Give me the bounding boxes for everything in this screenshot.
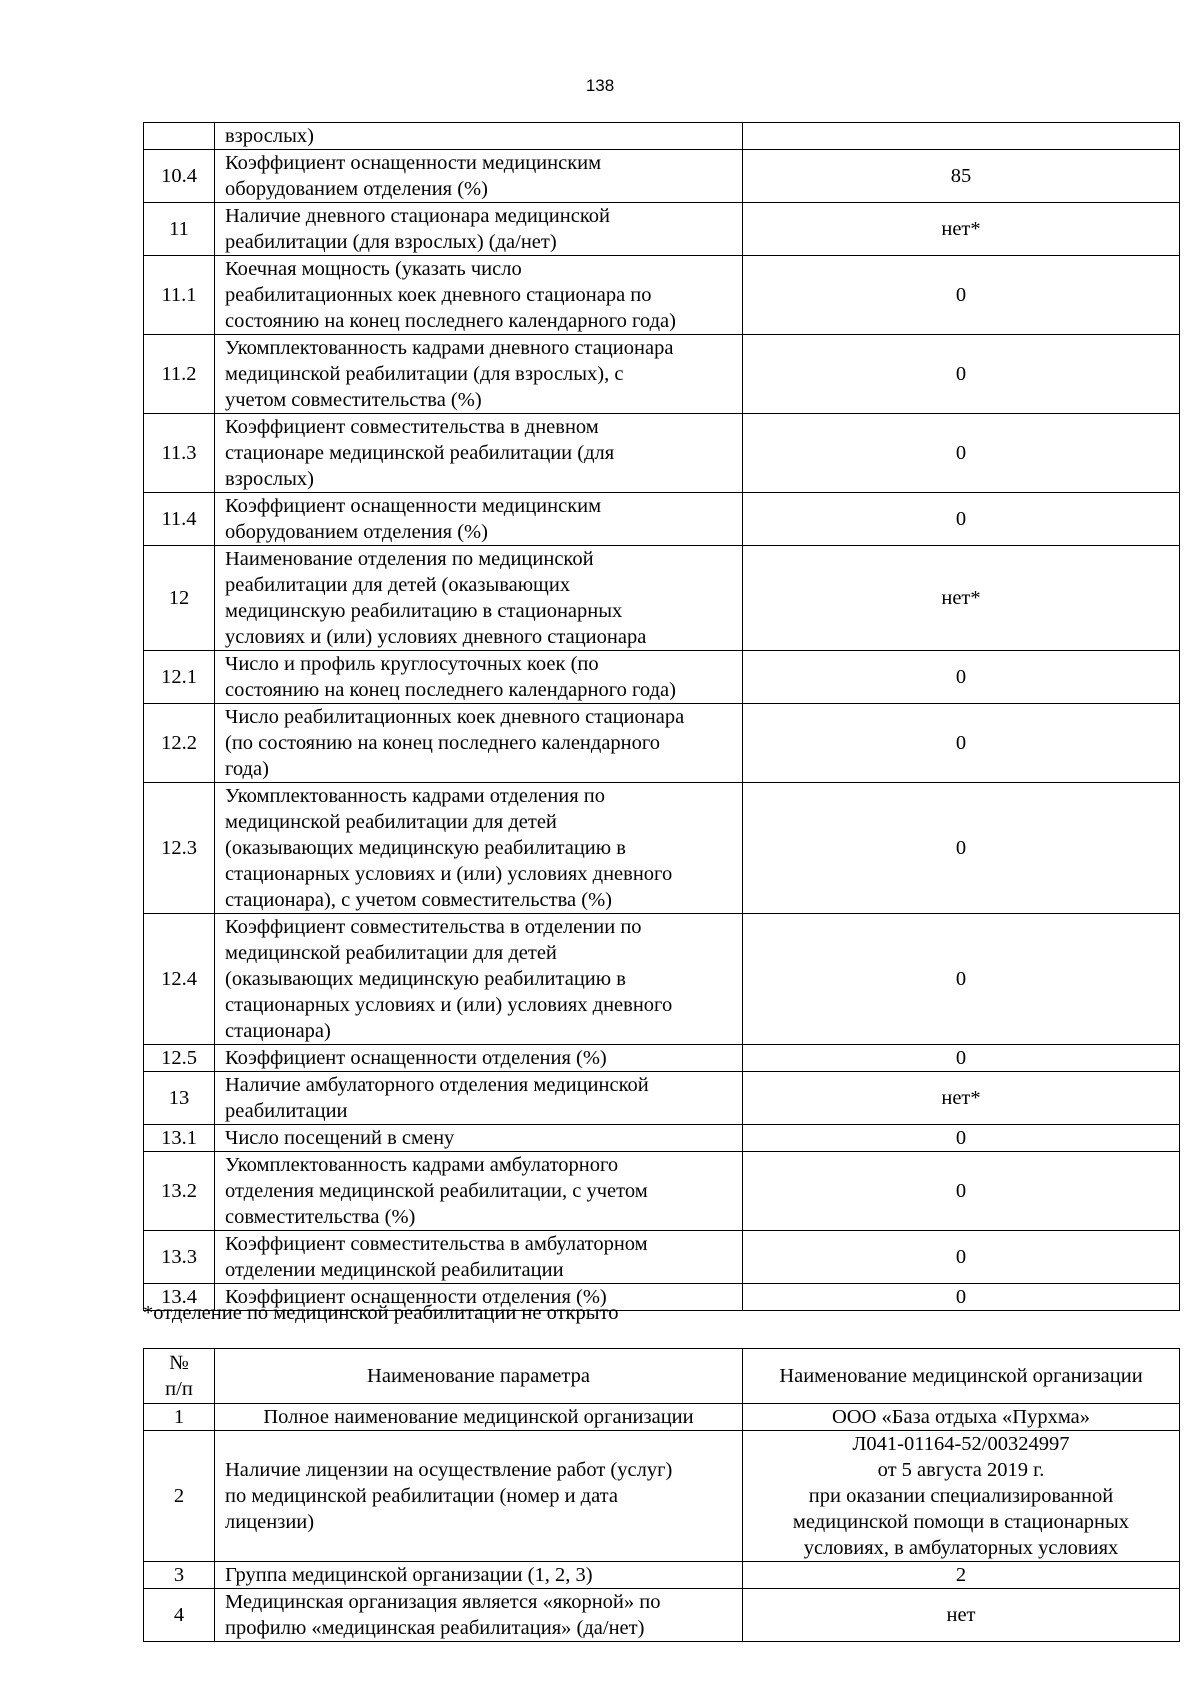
row-parameter-name: Коэффициент оснащенности медицинским оборудованием отделения (%) <box>215 150 743 203</box>
row-value: нет* <box>743 203 1180 256</box>
table-row <box>144 651 1180 704</box>
row-number: 13.4 <box>144 1284 215 1311</box>
row-number: 12.2 <box>144 704 215 783</box>
row-value: 0 <box>743 493 1180 546</box>
row-parameter-name: Число посещений в смену <box>215 1125 743 1152</box>
row-value: ООО «База отдыха «Пурхма» <box>743 1404 1180 1431</box>
table-row <box>144 1589 1180 1642</box>
table-row <box>144 1072 1180 1125</box>
row-number: 12.3 <box>144 783 215 914</box>
table-header-row <box>144 1349 1180 1404</box>
row-number: 1 <box>144 1404 215 1431</box>
row-parameter-name: Укомплектованность кадрами амбулаторного отделения медицинской реабилитации, с учетом совместительства (%) <box>215 1152 743 1231</box>
row-number: 11.4 <box>144 493 215 546</box>
table-row <box>144 1152 1180 1231</box>
row-number: 11.1 <box>144 256 215 335</box>
footnote: *отделение по медицинской реабилитации не открыто <box>143 1302 619 1324</box>
row-value: 0 <box>743 651 1180 704</box>
row-parameter-name: Полное наименование медицинской организации <box>215 1404 743 1431</box>
table-row <box>144 335 1180 414</box>
parameters-table-continued <box>143 122 1180 1311</box>
row-parameter-name: взрослых) <box>215 123 743 150</box>
row-number: 4 <box>144 1589 215 1642</box>
row-number: 10.4 <box>144 150 215 203</box>
row-parameter-name: Коэффициент совместительства в отделении по медицинской реабилитации для детей (оказывающих медицинскую реабилитацию в стационарных условиях и (или) условиях дневного стационара) <box>215 914 743 1045</box>
row-value <box>743 123 1180 150</box>
row-value: Л041-01164-52/00324997 от 5 августа 2019 г. при оказании специализированной медицинской помощи в стационарных условиях, в амбулаторных условиях <box>743 1431 1180 1562</box>
row-value: 0 <box>743 704 1180 783</box>
row-number: 13 <box>144 1072 215 1125</box>
row-parameter-name: Коэффициент оснащенности медицинским оборудованием отделения (%) <box>215 493 743 546</box>
row-value: 0 <box>743 1125 1180 1152</box>
row-value: 85 <box>743 150 1180 203</box>
table-row <box>144 123 1180 150</box>
table-row <box>144 150 1180 203</box>
row-number: 12.5 <box>144 1045 215 1072</box>
organization-table <box>143 1348 1180 1642</box>
row-parameter-name: Число реабилитационных коек дневного стационара (по состоянию на конец последнего календарного года) <box>215 704 743 783</box>
header-organization-name: Наименование медицинской организации <box>743 1349 1180 1404</box>
row-parameter-name: Наименование отделения по медицинской реабилитации для детей (оказывающих медицинскую реабилитацию в стационарных условиях и (или) условиях дневного стационара <box>215 546 743 651</box>
table-row <box>144 704 1180 783</box>
table-row <box>144 414 1180 493</box>
row-parameter-name: Группа медицинской организации (1, 2, 3) <box>215 1562 743 1589</box>
row-value: 0 <box>743 914 1180 1045</box>
row-number: 11.2 <box>144 335 215 414</box>
table-row <box>144 546 1180 651</box>
row-parameter-name: Наличие лицензии на осуществление работ (услуг) по медицинской реабилитации (номер и дата лицензии) <box>215 1431 743 1562</box>
row-parameter-name: Укомплектованность кадрами дневного стационара медицинской реабилитации (для взрослых), с учетом совместительства (%) <box>215 335 743 414</box>
row-parameter-name: Коэффициент оснащенности отделения (%) <box>215 1045 743 1072</box>
table-row <box>144 256 1180 335</box>
table-row <box>144 1125 1180 1152</box>
row-value: 0 <box>743 1284 1180 1311</box>
row-parameter-name: Коечная мощность (указать число реабилитационных коек дневного стационара по состоянию на конец последнего календарного года) <box>215 256 743 335</box>
row-number: 13.3 <box>144 1231 215 1284</box>
row-number: 12.4 <box>144 914 215 1045</box>
page-number: 138 <box>585 76 615 95</box>
table-row <box>144 493 1180 546</box>
row-value: 0 <box>743 1231 1180 1284</box>
row-value: 0 <box>743 1152 1180 1231</box>
table-row <box>144 914 1180 1045</box>
row-parameter-name: Коэффициент совместительства в амбулаторном отделении медицинской реабилитации <box>215 1231 743 1284</box>
row-parameter-name: Коэффициент совместительства в дневном стационаре медицинской реабилитации (для взрослых) <box>215 414 743 493</box>
table-row <box>144 203 1180 256</box>
row-number <box>144 123 215 150</box>
row-number: 3 <box>144 1562 215 1589</box>
row-value: 0 <box>743 414 1180 493</box>
header-number: № п/п <box>144 1349 215 1404</box>
header-parameter-name: Наименование параметра <box>215 1349 743 1404</box>
row-parameter-name: Число и профиль круглосуточных коек (по состоянию на конец последнего календарного года) <box>215 651 743 704</box>
row-number: 11.3 <box>144 414 215 493</box>
row-value: нет <box>743 1589 1180 1642</box>
row-parameter-name: Коэффициент оснащенности отделения (%) <box>215 1284 743 1311</box>
row-number: 12.1 <box>144 651 215 704</box>
row-value: 2 <box>743 1562 1180 1589</box>
row-value: 0 <box>743 256 1180 335</box>
table-row <box>144 1562 1180 1589</box>
table-row <box>144 783 1180 914</box>
row-number: 13.1 <box>144 1125 215 1152</box>
row-parameter-name: Укомплектованность кадрами отделения по медицинской реабилитации для детей (оказывающих медицинскую реабилитацию в стационарных условиях и (или) условиях дневного стационара), с учетом совместительства (%) <box>215 783 743 914</box>
table-row <box>144 1231 1180 1284</box>
row-value: нет* <box>743 1072 1180 1125</box>
table-row <box>144 1404 1180 1431</box>
row-number: 11 <box>144 203 215 256</box>
row-value: 0 <box>743 783 1180 914</box>
table-row <box>144 1431 1180 1562</box>
row-value: нет* <box>743 546 1180 651</box>
row-number: 2 <box>144 1431 215 1562</box>
row-number: 12 <box>144 546 215 651</box>
row-value: 0 <box>743 335 1180 414</box>
row-parameter-name: Наличие амбулаторного отделения медицинской реабилитации <box>215 1072 743 1125</box>
row-parameter-name: Медицинская организация является «якорной» по профилю «медицинская реабилитация» (да/нет) <box>215 1589 743 1642</box>
row-number: 13.2 <box>144 1152 215 1231</box>
row-parameter-name: Наличие дневного стационара медицинской реабилитации (для взрослых) (да/нет) <box>215 203 743 256</box>
table-row <box>144 1045 1180 1072</box>
row-value: 0 <box>743 1045 1180 1072</box>
